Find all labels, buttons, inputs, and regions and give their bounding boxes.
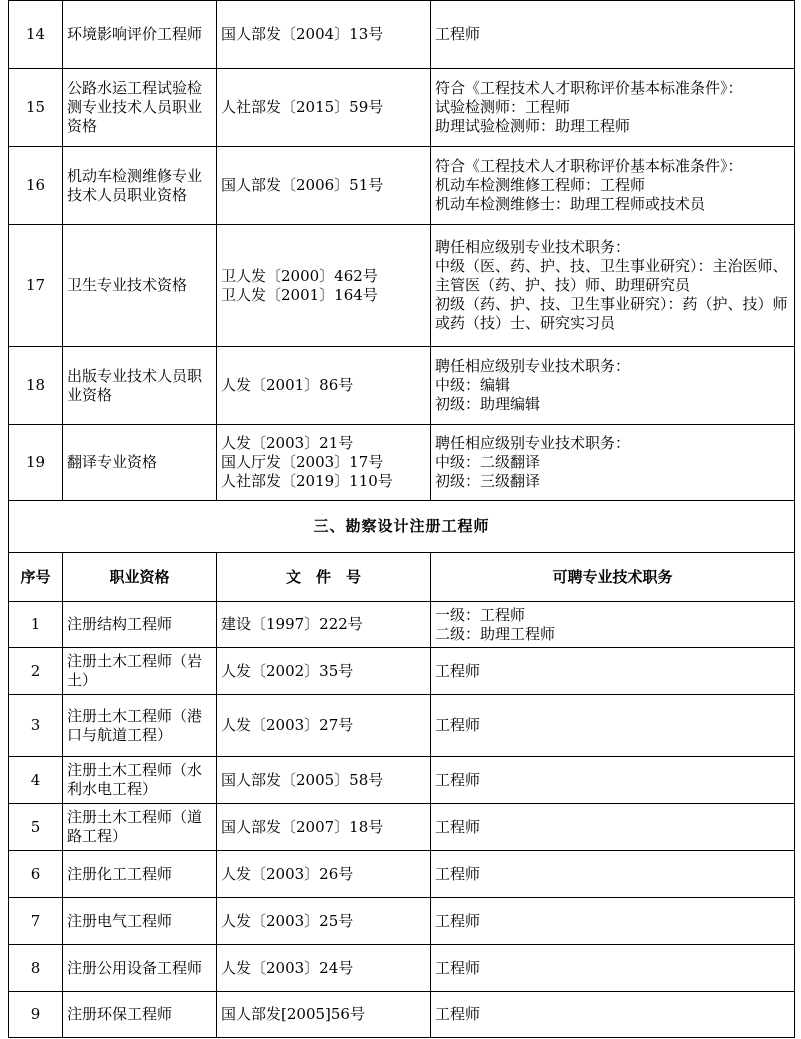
document-cell bbox=[217, 1, 431, 69]
position-line: 初级：三级翻译 bbox=[435, 472, 541, 490]
document-number: 国人厅发〔2003〕17号 bbox=[221, 453, 384, 471]
table-row bbox=[9, 347, 795, 425]
table-row bbox=[9, 69, 795, 147]
document-number: 国人部发〔2004〕13号 bbox=[221, 25, 384, 43]
document-number: 人发〔2003〕21号 bbox=[221, 434, 354, 452]
document-number: 卫人发〔2000〕462号 bbox=[221, 266, 378, 285]
qualification-cell: 翻译专业资格 bbox=[63, 425, 217, 501]
header-row bbox=[9, 553, 795, 602]
table-row bbox=[9, 695, 795, 757]
position-line: 工程师 bbox=[435, 1005, 481, 1023]
row-number: 1 bbox=[9, 602, 63, 648]
header-qualification: 职业资格 bbox=[63, 553, 217, 602]
position-line: 初级：助理编辑 bbox=[435, 395, 541, 413]
document-number: 人发〔2003〕24号 bbox=[221, 958, 354, 977]
table-row bbox=[9, 147, 795, 225]
row-number: 17 bbox=[9, 225, 63, 347]
qualification-cell: 注册化工工程师 bbox=[63, 851, 217, 898]
document-cell bbox=[217, 851, 431, 898]
header-document: 文 件 号 bbox=[217, 553, 431, 602]
position-line: 试验检测师：工程师 bbox=[435, 98, 571, 116]
document-cell bbox=[217, 425, 431, 501]
position-line: 二级：助理工程师 bbox=[435, 624, 556, 643]
position-cell bbox=[431, 147, 795, 225]
position-cell bbox=[431, 347, 795, 425]
document-number: 建设〔1997〕222号 bbox=[221, 615, 363, 633]
table-row bbox=[9, 648, 795, 695]
document-cell bbox=[217, 898, 431, 945]
position-cell bbox=[431, 898, 795, 945]
position-line: 符合《工程技术人才职称评价基本标准条件》： bbox=[435, 79, 743, 97]
document-cell bbox=[217, 695, 431, 757]
position-line: 工程师 bbox=[435, 864, 481, 883]
position-line: 工程师 bbox=[435, 25, 481, 43]
row-number: 8 bbox=[9, 945, 63, 992]
document-number: 国人部发〔2006〕51号 bbox=[221, 176, 384, 194]
document-number: 人发〔2002〕35号 bbox=[221, 661, 354, 680]
row-number: 3 bbox=[9, 695, 63, 757]
part2-body bbox=[9, 1, 795, 501]
qualification-table bbox=[8, 0, 795, 1038]
qualification-cell: 注册土木工程师（港口与航道工程） bbox=[63, 695, 217, 757]
position-line: 工程师 bbox=[435, 770, 481, 789]
row-number: 9 bbox=[9, 992, 63, 1038]
position-line: 聘任相应级别专业技术职务： bbox=[435, 238, 631, 256]
table-row bbox=[9, 757, 795, 804]
qualification-cell: 注册电气工程师 bbox=[63, 898, 217, 945]
qualification-cell: 注册土木工程师（水利水电工程） bbox=[63, 757, 217, 804]
position-cell bbox=[431, 695, 795, 757]
position-line: 工程师 bbox=[435, 817, 481, 836]
qualification-cell: 注册结构工程师 bbox=[63, 602, 217, 648]
document-number: 人发〔2003〕25号 bbox=[221, 911, 354, 930]
document-number: 人发〔2003〕27号 bbox=[221, 716, 354, 734]
document-number: 国人部发〔2005〕58号 bbox=[221, 770, 384, 789]
qualification-cell: 机动车检测维修专业技术人员职业资格 bbox=[63, 147, 217, 225]
document-number: 卫人发〔2001〕164号 bbox=[221, 285, 378, 304]
position-cell bbox=[431, 602, 795, 648]
document-cell bbox=[217, 147, 431, 225]
document-page bbox=[8, 0, 794, 1038]
table-row bbox=[9, 804, 795, 851]
qualification-cell: 公路水运工程试验检测专业技术人员职业资格 bbox=[63, 69, 217, 147]
table-row bbox=[9, 602, 795, 648]
table-row bbox=[9, 945, 795, 992]
row-number: 2 bbox=[9, 648, 63, 695]
document-number: 人社部发〔2015〕59号 bbox=[221, 98, 384, 116]
row-number: 18 bbox=[9, 347, 63, 425]
row-number: 7 bbox=[9, 898, 63, 945]
position-line: 工程师 bbox=[435, 911, 481, 930]
position-line: 中级（医、药、护、技、卫生事业研究）：主治医师、主管医（药、护、技）师、助理研究员 bbox=[435, 257, 788, 294]
document-number: 国人部发[2005]56号 bbox=[221, 1005, 365, 1023]
row-number: 5 bbox=[9, 804, 63, 851]
qualification-cell: 环境影响评价工程师 bbox=[63, 1, 217, 69]
row-number: 14 bbox=[9, 1, 63, 69]
position-line: 符合《工程技术人才职称评价基本标准条件》： bbox=[435, 157, 743, 175]
position-line: 工程师 bbox=[435, 958, 481, 977]
table-row bbox=[9, 992, 795, 1038]
table-row bbox=[9, 898, 795, 945]
position-cell bbox=[431, 757, 795, 804]
document-cell bbox=[217, 804, 431, 851]
document-number: 人发〔2001〕86号 bbox=[221, 376, 354, 394]
position-cell bbox=[431, 945, 795, 992]
table-row bbox=[9, 851, 795, 898]
qualification-cell: 卫生专业技术资格 bbox=[63, 225, 217, 347]
section3-block bbox=[9, 501, 795, 602]
section-title: 三、勘察设计注册工程师 bbox=[9, 501, 795, 553]
table-row bbox=[9, 425, 795, 501]
position-line: 聘任相应级别专业技术职务： bbox=[435, 357, 631, 375]
position-cell bbox=[431, 425, 795, 501]
qualification-cell: 注册土木工程师（岩土） bbox=[63, 648, 217, 695]
position-cell bbox=[431, 225, 795, 347]
qualification-cell: 注册环保工程师 bbox=[63, 992, 217, 1038]
row-number: 6 bbox=[9, 851, 63, 898]
position-line: 中级：编辑 bbox=[435, 376, 511, 394]
position-line: 机动车检测维修工程师：工程师 bbox=[435, 176, 646, 194]
position-line: 机动车检测维修士：助理工程师或技术员 bbox=[435, 195, 706, 213]
header-no: 序号 bbox=[9, 553, 63, 602]
position-cell bbox=[431, 992, 795, 1038]
qualification-cell: 注册公用设备工程师 bbox=[63, 945, 217, 992]
document-cell bbox=[217, 225, 431, 347]
table-row bbox=[9, 225, 795, 347]
section-title-row bbox=[9, 501, 795, 553]
document-cell bbox=[217, 757, 431, 804]
document-cell bbox=[217, 945, 431, 992]
position-line: 初级（药、护、技、卫生事业研究）：药（护、技）师或药（技）士、研究实习员 bbox=[435, 295, 788, 332]
document-number: 人发〔2003〕26号 bbox=[221, 864, 354, 883]
header-position: 可聘专业技术职务 bbox=[431, 553, 795, 602]
position-line: 工程师 bbox=[435, 716, 481, 734]
row-number: 19 bbox=[9, 425, 63, 501]
position-line: 中级：二级翻译 bbox=[435, 453, 541, 471]
position-cell bbox=[431, 804, 795, 851]
position-line: 工程师 bbox=[435, 661, 481, 680]
row-number: 16 bbox=[9, 147, 63, 225]
position-line: 一级：工程师 bbox=[435, 605, 526, 624]
row-number: 4 bbox=[9, 757, 63, 804]
row-number: 15 bbox=[9, 69, 63, 147]
document-cell bbox=[217, 992, 431, 1038]
position-cell bbox=[431, 1, 795, 69]
document-number: 人社部发〔2019〕110号 bbox=[221, 472, 393, 490]
part3-body bbox=[9, 602, 795, 1038]
document-cell bbox=[217, 648, 431, 695]
position-line: 聘任相应级别专业技术职务： bbox=[435, 434, 631, 452]
document-cell bbox=[217, 69, 431, 147]
table-row bbox=[9, 1, 795, 69]
document-cell bbox=[217, 602, 431, 648]
document-cell bbox=[217, 347, 431, 425]
document-number: 国人部发〔2007〕18号 bbox=[221, 817, 384, 836]
position-cell bbox=[431, 851, 795, 898]
position-line: 助理试验检测师：助理工程师 bbox=[435, 117, 631, 135]
position-cell bbox=[431, 648, 795, 695]
qualification-cell: 出版专业技术人员职业资格 bbox=[63, 347, 217, 425]
qualification-cell: 注册土木工程师（道路工程） bbox=[63, 804, 217, 851]
position-cell bbox=[431, 69, 795, 147]
